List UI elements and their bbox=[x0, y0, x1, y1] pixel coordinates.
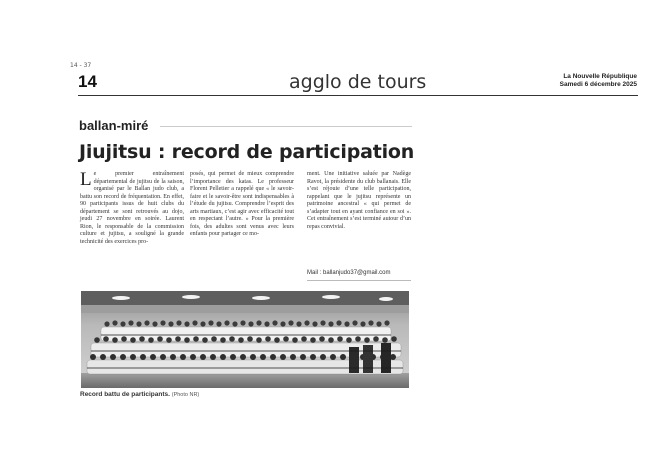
column-2-text: posés, qui permet de mieux comprendre l’importance des katas. Le professeur Florent Pelletier a rappelé que « le savoir-faire et le savoir-être sont indispensables à l’étude du jujitsu. Comprendre l’esprit des arts martiaux, c’est agir avec efficacité tout en respectant l’autre. » Pour la première fois, des adultes sont venus avec leurs enfants pour partager ce mo- bbox=[190, 171, 294, 237]
article-column-1 bbox=[80, 171, 184, 246]
city-label: ballan-miré bbox=[79, 118, 149, 133]
column-3-text: ment. Une initiative saluée par Nadège Ravot, la présidente du club ballanais. Elle s’est réjouie d’une telle participation, rappelant que le jujitsu représente un patrimoine ancestral « qui permet de s’adapter tout en ayant confiance en soi ». Cet entraînement s’est terminé autour d’un repas convivial. bbox=[307, 171, 411, 230]
group-photo bbox=[81, 291, 409, 388]
city-rule bbox=[160, 126, 412, 127]
mail-rule bbox=[307, 280, 411, 281]
caption-text: Record battu de participants. bbox=[80, 391, 170, 398]
article-column-3 bbox=[307, 171, 411, 231]
photo-caption bbox=[80, 391, 199, 398]
masthead bbox=[545, 73, 637, 89]
column-1-text: e premier entraînement départemental de jujitsu de la saison, organisé par le Ballan judo club, a battu son record de fréquentation. En effet, 90 participants issus de huit clubs du département se sont retrouvés au dojo, jeudi 27 novembre en soirée. Laurent Rion, le responsable de la commission culture et jujitsu, a souligné la grande technicité des exercices pro- bbox=[80, 171, 184, 245]
photo-credit: (Photo NR) bbox=[171, 392, 200, 398]
page-stamp: 14 - 37 bbox=[70, 62, 92, 69]
drop-cap: L bbox=[80, 169, 92, 190]
article-column-2 bbox=[190, 171, 294, 239]
article-headline: Jiujitsu : record de participation bbox=[79, 141, 415, 163]
issue-date: Samedi 6 décembre 2025 bbox=[559, 81, 637, 88]
page-number: 14 bbox=[78, 72, 97, 91]
newspaper-name: La Nouvelle République bbox=[563, 73, 637, 80]
contact-mail: Mail : ballanjudo37@gmail.com bbox=[307, 270, 391, 276]
header-rule bbox=[78, 95, 638, 96]
group-photo-image bbox=[81, 291, 409, 388]
section-title: agglo de tours bbox=[289, 71, 427, 93]
